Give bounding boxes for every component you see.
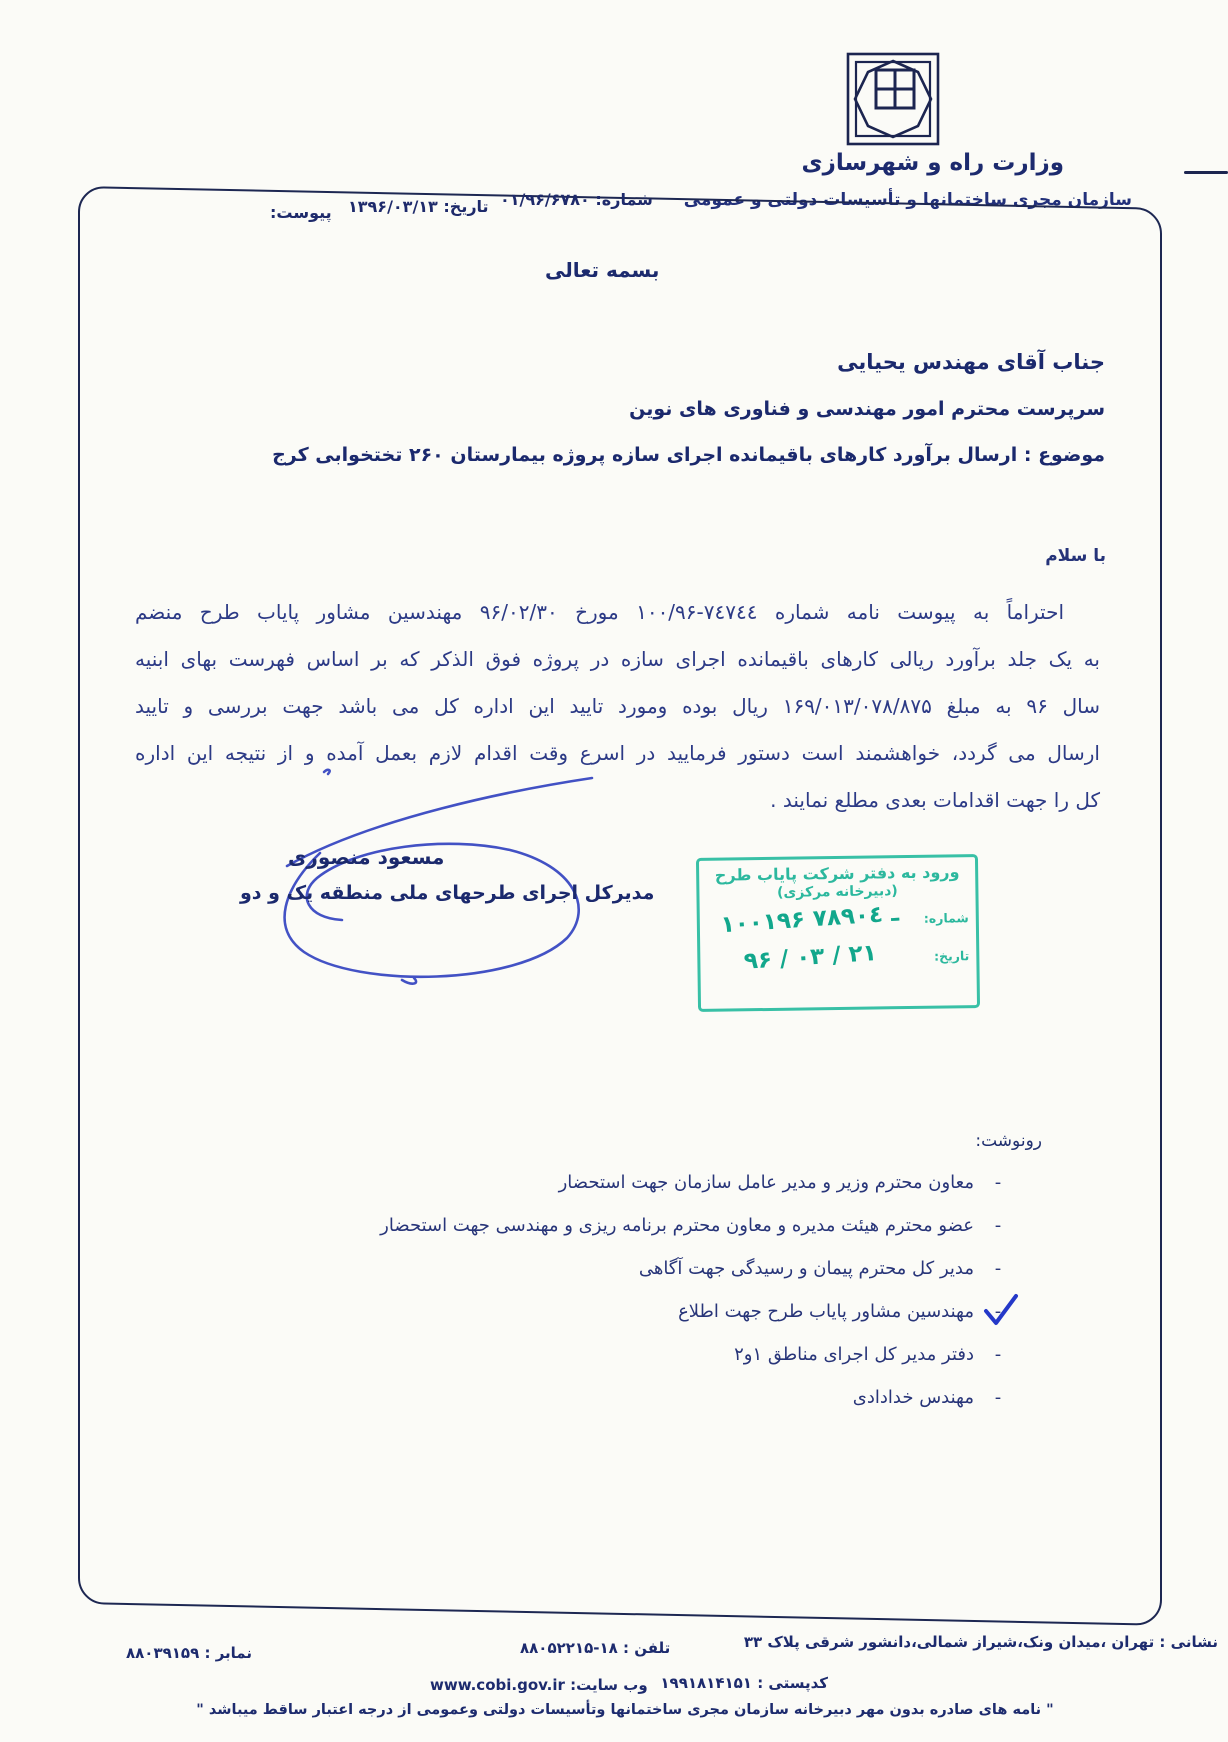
stamp-title: ورود به دفتر شرکت پایاب طرح xyxy=(714,862,960,885)
footer-website xyxy=(430,1676,648,1694)
cc-heading: رونوشت: xyxy=(975,1131,1042,1151)
ministry-logo-icon xyxy=(846,52,940,146)
body-line: به یک جلد برآورد ریالی کارهای باقیمانده اجرای سازه در پروژه فوق الذکر که بر اساس فهرست بهای ابنیه xyxy=(135,647,1100,671)
attachment-label: پیوست: xyxy=(270,203,332,222)
organization-name: سازمان مجری ساختمانها و تأسیسات دولتی و عمومی xyxy=(683,190,1132,210)
cc-item xyxy=(678,1301,1006,1322)
recipient-title: سرپرست محترم امور مهندسی و فناوری های نوین xyxy=(629,398,1105,420)
cc-item-text: مدیر کل محترم پیمان و رسیدگی جهت آگاهی xyxy=(638,1258,974,1279)
stamp-number-label: شماره: xyxy=(923,909,969,926)
recipient-name: جناب آقای مهندس یحیایی xyxy=(837,350,1105,374)
ministry-name: وزارت راه و شهرسازی xyxy=(801,150,1064,176)
stamp-number-handwritten: ⁦۱۰۰۱۹۶ ـ ۷۸۹۰٤⁩ xyxy=(719,900,900,939)
dash-bullet: - xyxy=(994,1344,1002,1365)
cc-item-text: عضو محترم هیئت مدیره و معاون محترم برنامه ریزی و مهندسی جهت استحضار xyxy=(380,1215,974,1236)
stamp-date-handwritten: ⁦۹۶ / ۰۳ / ۲۱⁩ xyxy=(743,940,878,975)
letter-number-label: شماره: xyxy=(595,190,653,209)
website-label: وب سایت: xyxy=(570,1676,648,1694)
stamp-subtitle: (دبیرخانه مرکزی) xyxy=(776,883,898,901)
body-line: کل را جهت اقدامات بعدی مطلع نمایند . xyxy=(770,788,1100,812)
body-line: احتراماً به پیوست نامه شماره ⁦۱۰۰/۹۶-۷٤۷٤٤⁩ مورخ ۹۶/۰۲/۳۰ مهندسین مشاور پایاب طرح منضم xyxy=(135,600,1065,624)
cc-item xyxy=(639,1258,1006,1279)
footer-fax: نمابر : ۸۸۰۳۹۱۵۹ xyxy=(126,1644,252,1662)
body-line: سال ۹۶ به مبلغ ۱۶۹/۰۱۳/۰۷۸/۸۷۵ ریال بوده ومورد تایید این اداره کل می باشد جهت بررسی و تایید xyxy=(135,694,1101,718)
body-line: ارسال می گردد، خواهشمند است دستور فرمایید در اسرع وقت اقدام لازم بعمل آمده و از نتیجه این اداره xyxy=(135,741,1100,765)
letter-number-field xyxy=(500,190,653,209)
letter-date-label: تاریخ: xyxy=(443,197,489,216)
website-url: www.cobi.gov.ir xyxy=(430,1676,565,1694)
stamp-date-label: تاریخ: xyxy=(933,947,970,964)
cc-item-text: معاون محترم وزیر و مدیر عامل سازمان جهت استحضار xyxy=(558,1172,974,1193)
cc-item-text: دفتر مدیر کل اجرای مناطق ۱و۲ xyxy=(734,1344,974,1365)
letter-body xyxy=(135,589,1100,824)
subject-line: موضوع : ارسال برآورد کارهای باقیمانده اجرای سازه پروژه بیمارستان ۲۶۰ تختخوابی کرج xyxy=(272,444,1105,466)
footer-address: نشانی : تهران ،میدان ونک،شیراز شمالی،دانشور شرقی پلاک ۳۳ xyxy=(743,1633,1218,1651)
dash-bullet: - xyxy=(994,1215,1002,1236)
letter-number-value: ۰۱/۹۶/۶۷۸۰ xyxy=(500,190,590,209)
footer-disclaimer: " نامه های صادره بدون مهر دبیرخانه سازمان مجری ساختمانها وتأسیسات دولتی وعمومی از درجه اعتبار ساقط میباشد " xyxy=(196,1702,1054,1718)
receipt-stamp xyxy=(696,854,980,1012)
edge-rule xyxy=(1184,171,1228,174)
dash-bullet: - xyxy=(994,1387,1002,1408)
letter-date-value: ۱۳۹۶/۰۳/۱۳ xyxy=(348,197,438,216)
cc-item xyxy=(559,1172,1006,1193)
cc-item xyxy=(853,1387,1006,1408)
cc-item xyxy=(380,1215,1006,1236)
checkmark-icon xyxy=(982,1293,1020,1327)
dash-bullet: - xyxy=(994,1258,1002,1279)
cc-item-text: مهندسین مشاور پایاب طرح جهت اطلاع xyxy=(678,1301,974,1322)
attachment-field xyxy=(270,203,332,222)
footer-phone: تلفن : ۱۸-۸۸۰۵۲۲۱۵ xyxy=(520,1639,671,1657)
dash-bullet: - xyxy=(994,1301,1002,1322)
footer-postal-code: کدپستی : ۱۹۹۱۸۱۴۱۵۱ xyxy=(660,1674,828,1692)
letter-date-field xyxy=(348,197,489,216)
dash-bullet: - xyxy=(994,1172,1002,1193)
signer-title: مدیرکل اجرای طرحهای ملی منطقه یک و دو xyxy=(240,882,655,904)
cc-item-text: مهندس خدادادی xyxy=(852,1387,974,1408)
besmeleh-heading: بسمه تعالی xyxy=(545,258,660,282)
signer-name: مسعود منصوری xyxy=(288,845,445,869)
cc-item xyxy=(734,1344,1006,1365)
salutation: با سلام xyxy=(1045,546,1106,566)
